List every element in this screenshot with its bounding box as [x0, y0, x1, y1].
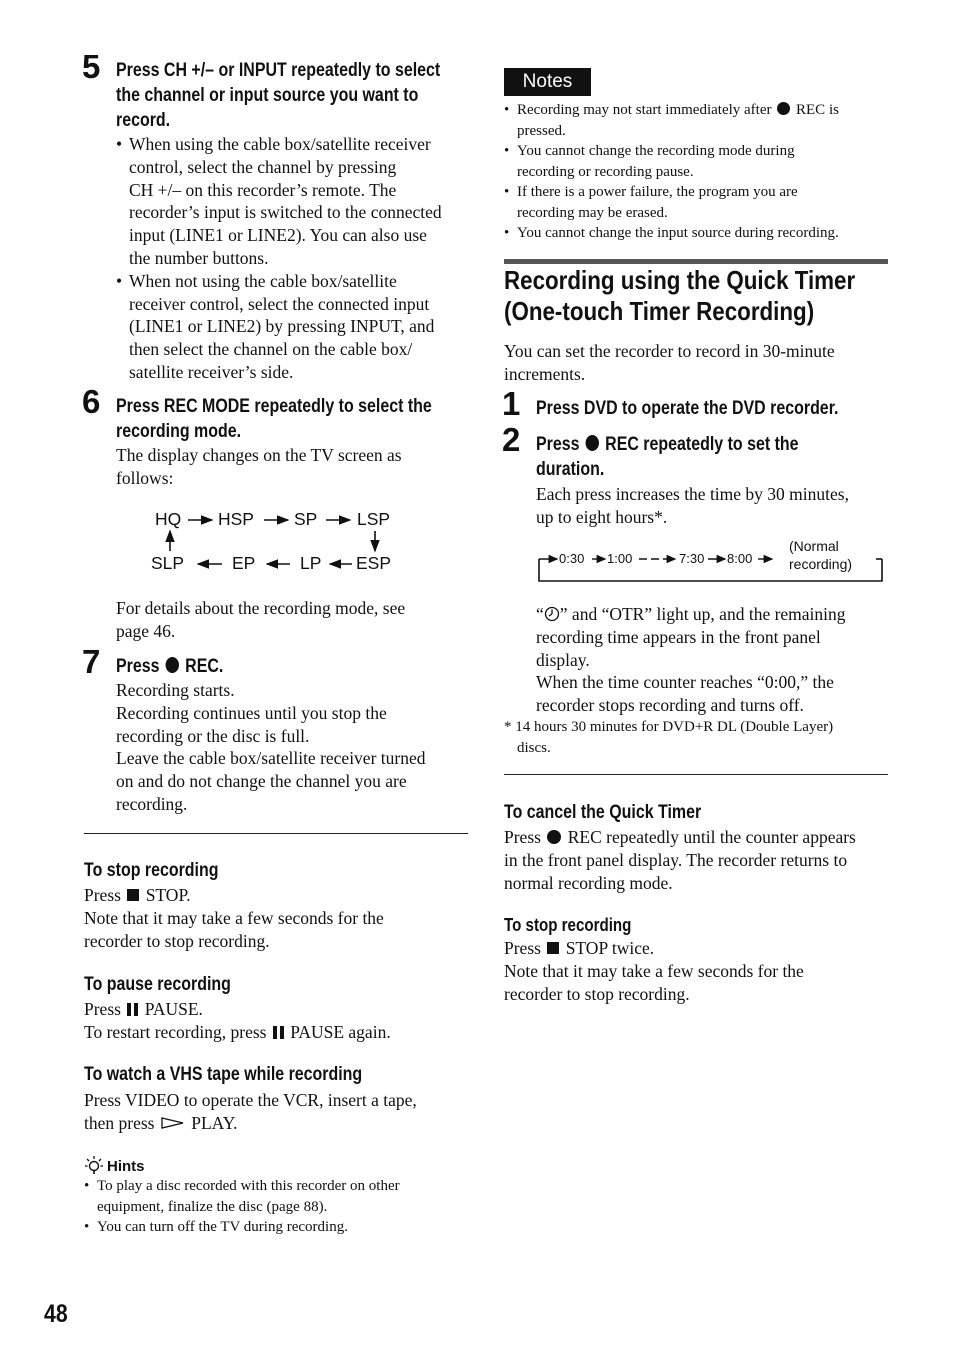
- step-6-body: [116, 444, 402, 490]
- list-item: [116, 270, 468, 384]
- time-7-30: 7:30: [679, 551, 705, 566]
- list-item: [504, 182, 888, 223]
- text-line: [84, 998, 391, 1021]
- text-line: [84, 884, 384, 907]
- text-line: Press VIDEO to operate the VCR, insert a tape,: [84, 1090, 417, 1110]
- text-span: Press: [536, 434, 580, 455]
- text-line: [84, 1021, 391, 1044]
- text-line: [84, 1112, 417, 1135]
- text-line: • You cannot change the input source during recording.: [517, 225, 839, 241]
- text-line: You can set the recorder to record in 30-minute: [504, 341, 835, 361]
- text-span: STOP.: [145, 885, 191, 905]
- text-line: • If there is a power failure, the program you are: [517, 184, 798, 200]
- section-title-rule: [504, 259, 888, 264]
- text-span: then press: [84, 1112, 155, 1133]
- text-line: recording or the disc is full.: [116, 725, 310, 746]
- step-2-body: [536, 483, 849, 529]
- text-line: satellite receiver’s side.: [129, 361, 294, 382]
- normal-recording-label: [789, 537, 852, 573]
- text-line: Recording starts.: [116, 680, 235, 700]
- text-line: Note that it may take a few seconds for the: [504, 960, 804, 981]
- timer-clock-icon: [544, 606, 560, 622]
- section-divider: [504, 774, 888, 775]
- text-span: To restart recording, press: [84, 1021, 267, 1042]
- text-span: Recording may not start immediately after: [517, 102, 772, 118]
- section-title-line: (One-touch Timer Recording): [504, 296, 815, 326]
- footnote: [504, 717, 888, 758]
- text-span: PAUSE again.: [290, 1021, 391, 1042]
- page-number: 48: [44, 1300, 68, 1328]
- step-1-title: Press DVD to operate the DVD recorder.: [536, 398, 839, 419]
- text-line: (Normal: [789, 538, 839, 554]
- rec-circle-icon: [777, 102, 790, 115]
- stop-square-icon: [127, 889, 139, 901]
- list-item: [84, 1217, 468, 1238]
- section-intro: [504, 340, 835, 386]
- text-line: increments.: [504, 363, 586, 384]
- step-2-title: [536, 432, 799, 482]
- text-line: • When using the cable box/satellite receiver: [129, 134, 431, 154]
- text-line: control, select the channel by pressing: [129, 156, 397, 177]
- text-line: Note that it may take a few seconds for the: [84, 907, 384, 928]
- pause-icon: [273, 1026, 284, 1039]
- list-item: [84, 1176, 468, 1217]
- text-line: When the time counter reaches “0:00,” the: [536, 672, 834, 693]
- section-title: [504, 265, 855, 327]
- text-span: PLAY.: [191, 1112, 238, 1133]
- hints-list: [84, 1176, 468, 1238]
- mode-hsp: HSP: [218, 509, 254, 529]
- mode-lsp: LSP: [357, 509, 391, 529]
- text-line: • When not using the cable box/satellite: [129, 270, 397, 291]
- text-line: receiver control, select the connected input: [129, 293, 430, 314]
- list-item: [504, 223, 888, 244]
- text-line: input (LINE1 or LINE2). You can also use: [129, 225, 427, 246]
- watch-vhs-heading: To watch a VHS tape while recording: [84, 1064, 363, 1085]
- text-span: PAUSE.: [144, 999, 203, 1019]
- text-line: Recording continues until you stop the: [116, 702, 387, 723]
- text-span: Press: [504, 938, 541, 958]
- step-7-number: 7: [82, 643, 101, 680]
- list-item: [116, 133, 468, 270]
- list-item: [504, 141, 888, 182]
- text-line: [536, 603, 846, 626]
- step-6-number: 6: [82, 383, 101, 420]
- text-line: [517, 100, 888, 121]
- text-span: Press: [504, 827, 541, 847]
- text-line: For details about the recording mode, see: [116, 598, 406, 618]
- text-line: recorder to stop recording.: [84, 930, 270, 951]
- hints-label: [84, 1155, 145, 1177]
- text-line: Each press increases the time by 30 minutes,: [536, 484, 849, 504]
- text-span: ” and “OTR” light up, and the remaining: [559, 604, 846, 624]
- mode-arrows: [140, 505, 420, 585]
- cancel-quick-timer-heading: To cancel the Quick Timer: [504, 802, 702, 823]
- pause-recording-heading: To pause recording: [84, 974, 231, 995]
- time-0-30: 0:30: [559, 551, 585, 566]
- section-title-line: Recording using the Quick Timer: [504, 265, 856, 295]
- text-line: the number buttons.: [129, 247, 269, 268]
- step-2-title-line: duration.: [536, 459, 605, 480]
- step-7-title-text: REC.: [185, 656, 224, 677]
- text-line: up to eight hours*.: [536, 506, 668, 527]
- text-line: The display changes on the TV screen as: [116, 445, 402, 465]
- text-line: in the front panel display. The recorder returns to: [504, 849, 848, 870]
- text-line: recording may be erased.: [517, 204, 668, 221]
- text-line: • To play a disc recorded with this recorder on other: [97, 1178, 400, 1194]
- step-6-title-line: recording mode.: [116, 421, 242, 442]
- stop-square-icon: [547, 942, 559, 954]
- mode-sp: SP: [294, 509, 318, 529]
- text-line: recorder’s input is switched to the connected: [129, 202, 442, 223]
- pause-icon: [127, 1003, 138, 1016]
- mode-ep: EP: [232, 553, 256, 573]
- quick-timer-diagram: [536, 535, 886, 585]
- text-line: recording or recording pause.: [517, 163, 694, 180]
- text-line: display.: [536, 649, 590, 670]
- rec-circle-icon: [547, 830, 561, 844]
- text-line: recording time appears in the front panel: [536, 626, 821, 647]
- text-span: Press: [84, 999, 121, 1019]
- pause-recording-body: [84, 998, 391, 1044]
- mode-esp: ESP: [356, 553, 392, 573]
- notes-badge: Notes: [504, 68, 591, 96]
- text-line: recorder to stop recording.: [504, 983, 690, 1004]
- list-item: [504, 100, 888, 141]
- step-6-after: [116, 597, 405, 643]
- text-line: recording): [789, 556, 853, 572]
- text-line: [504, 937, 804, 960]
- text-span: REC repeatedly to set the: [605, 434, 799, 455]
- cancel-quick-timer-body: [504, 826, 888, 894]
- text-line: on and do not change the channel you are: [116, 771, 407, 792]
- lightbulb-icon: [84, 1155, 104, 1175]
- text-line: (LINE1 or LINE2) by pressing INPUT, and: [129, 316, 435, 337]
- text-line: page 46.: [116, 620, 176, 641]
- stop-recording-body: [84, 884, 384, 952]
- step-2-title-line: [536, 432, 799, 457]
- step-5-title-line: the channel or input source you want to: [116, 85, 419, 106]
- recording-mode-diagram: [140, 505, 420, 585]
- step-7-title: [116, 654, 223, 679]
- text-line: • You can turn off the TV during recording.: [97, 1219, 348, 1235]
- step-5-title-line: record.: [116, 110, 171, 131]
- text-line: [504, 826, 888, 849]
- text-line: normal recording mode.: [504, 872, 673, 893]
- step-5-bullets: [116, 133, 468, 384]
- text-line: discs.: [517, 739, 551, 756]
- section-divider: [84, 833, 468, 834]
- rec-circle-icon: [166, 657, 179, 673]
- mode-lp: LP: [300, 553, 322, 573]
- step-5-title: [116, 58, 440, 133]
- play-icon: [161, 1116, 185, 1130]
- stop-recording-body-right: [504, 937, 804, 1005]
- time-1-00: 1:00: [607, 551, 633, 566]
- text-line: equipment, finalize the disc (page 88).: [97, 1198, 328, 1215]
- stop-recording-heading-right: To stop recording: [504, 915, 632, 935]
- step-2-after: [536, 603, 846, 717]
- time-8-00: 8:00: [727, 551, 753, 566]
- text-line: recording.: [116, 793, 188, 814]
- text-span: Press: [84, 885, 121, 905]
- step-1-number: 1: [502, 385, 521, 422]
- text-line: then select the channel on the cable box/: [129, 339, 413, 360]
- mode-hq: HQ: [155, 509, 182, 529]
- text-line: CH +/– on this recorder’s remote. The: [129, 179, 397, 200]
- stop-recording-heading: To stop recording: [84, 860, 219, 881]
- step-6-title: [116, 394, 432, 444]
- notes-list: [504, 100, 888, 244]
- text-span: STOP twice.: [565, 938, 655, 958]
- step-6-title-line: Press REC MODE repeatedly to select the: [116, 396, 432, 417]
- text-line: * 14 hours 30 minutes for DVD+R DL (Double Layer): [504, 719, 834, 735]
- mode-slp: SLP: [151, 553, 185, 573]
- step-5-title-line: Press CH +/– or INPUT repeatedly to select: [116, 60, 441, 81]
- text-line: • You cannot change the recording mode during: [517, 143, 795, 159]
- hints-label-text: Hints: [107, 1158, 145, 1175]
- text-line: pressed.: [517, 122, 566, 139]
- text-line: recorder stops recording and turns off.: [536, 695, 804, 716]
- step-7-title-text: Press: [116, 656, 160, 677]
- step-5-number: 5: [82, 48, 101, 85]
- step-2-number: 2: [502, 421, 521, 458]
- text-line: follows:: [116, 467, 174, 488]
- text-span: REC is: [796, 102, 839, 118]
- text-span: REC repeatedly until the counter appears: [567, 827, 856, 847]
- text-span: “: [536, 604, 544, 624]
- watch-vhs-body: [84, 1089, 417, 1135]
- rec-circle-icon: [586, 435, 599, 451]
- step-7-body: [116, 679, 426, 816]
- text-line: Leave the cable box/satellite receiver turned: [116, 748, 426, 769]
